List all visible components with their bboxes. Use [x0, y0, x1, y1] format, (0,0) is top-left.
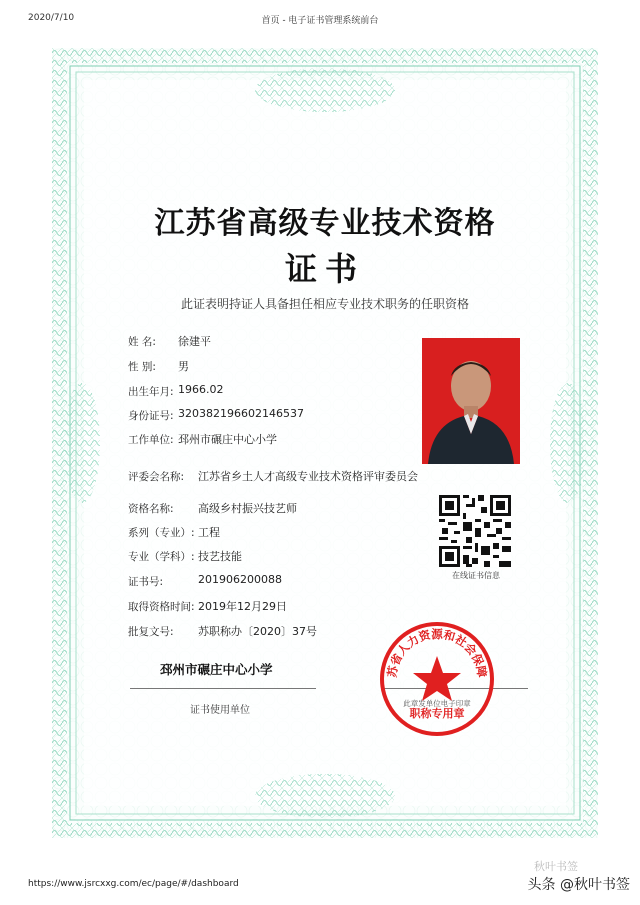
- field-label-employer: 工作单位:: [128, 434, 174, 446]
- field-label-birth: 出生年月:: [128, 386, 174, 398]
- qr-caption: 在线证书信息: [452, 571, 500, 580]
- field-value-birth: 1966.02: [178, 383, 224, 396]
- field-value-series: 工程: [198, 526, 220, 539]
- certificate-title: 江苏省高级专业技术资格: [154, 206, 496, 241]
- field-label-cert-no: 证书号:: [128, 576, 164, 588]
- svg-text:此章发单位电子印章: 此章发单位电子印章: [403, 699, 471, 708]
- qr-code[interactable]: [439, 495, 511, 567]
- field-label-id: 身份证号:: [128, 410, 174, 422]
- page-title: 首页 - 电子证书管理系统前台: [261, 16, 379, 26]
- field-value-id: 320382196602146537: [178, 407, 304, 420]
- certificate-subtitle: 此证表明持证人具备担任相应专业技术职务的任职资格: [180, 297, 469, 311]
- issuer-unit: 邳州市碾庄中心小学: [160, 662, 273, 677]
- star-icon: [413, 656, 461, 701]
- seal-arc-text: 苏省人力资源和社会保障: [384, 626, 490, 679]
- field-label-name: 姓 名:: [128, 336, 156, 348]
- certificate: [52, 48, 598, 838]
- field-value-name: 徐建平: [178, 335, 211, 348]
- field-value-committee: 江苏省乡土人才高级专业技术资格评审委员会: [198, 470, 418, 483]
- svg-text:职称专用章: 职称专用章: [409, 707, 465, 720]
- field-label-gender: 性 别:: [128, 361, 156, 373]
- field-value-date: 2019年12月29日: [198, 600, 287, 613]
- field-label-committee: 评委会名称:: [128, 471, 185, 483]
- field-label-date: 取得资格时间:: [128, 601, 195, 613]
- watermark-brand: 头条 @秋叶书签: [527, 877, 630, 893]
- field-label-series: 系列（专业）:: [128, 527, 195, 539]
- official-seal: [378, 620, 496, 738]
- field-value-qualification: 高级乡村振兴技艺师: [198, 502, 297, 515]
- holder-photo: [422, 338, 520, 464]
- field-label-discipline: 专业（学科）:: [128, 551, 195, 563]
- field-value-approval: 苏职称办〔2020〕37号: [198, 625, 317, 638]
- field-value-employer: 邳州市碾庄中心小学: [178, 433, 277, 446]
- page-url: https://www.jsrcxxg.com/ec/page/#/dashboard: [28, 879, 239, 889]
- signature-line-left: [130, 688, 316, 689]
- field-label-approval: 批复文号:: [128, 626, 174, 638]
- print-date: 2020/7/10: [28, 13, 75, 23]
- watermark-faint: 秋叶书签: [534, 860, 578, 873]
- field-label-qualification: 资格名称:: [128, 503, 174, 515]
- certificate-title-line2: 证书: [284, 250, 365, 288]
- field-value-cert-no: 201906200088: [198, 573, 282, 586]
- field-value-discipline: 技艺技能: [198, 550, 242, 563]
- field-value-gender: 男: [178, 360, 189, 373]
- unit-label: 证书使用单位: [190, 705, 250, 716]
